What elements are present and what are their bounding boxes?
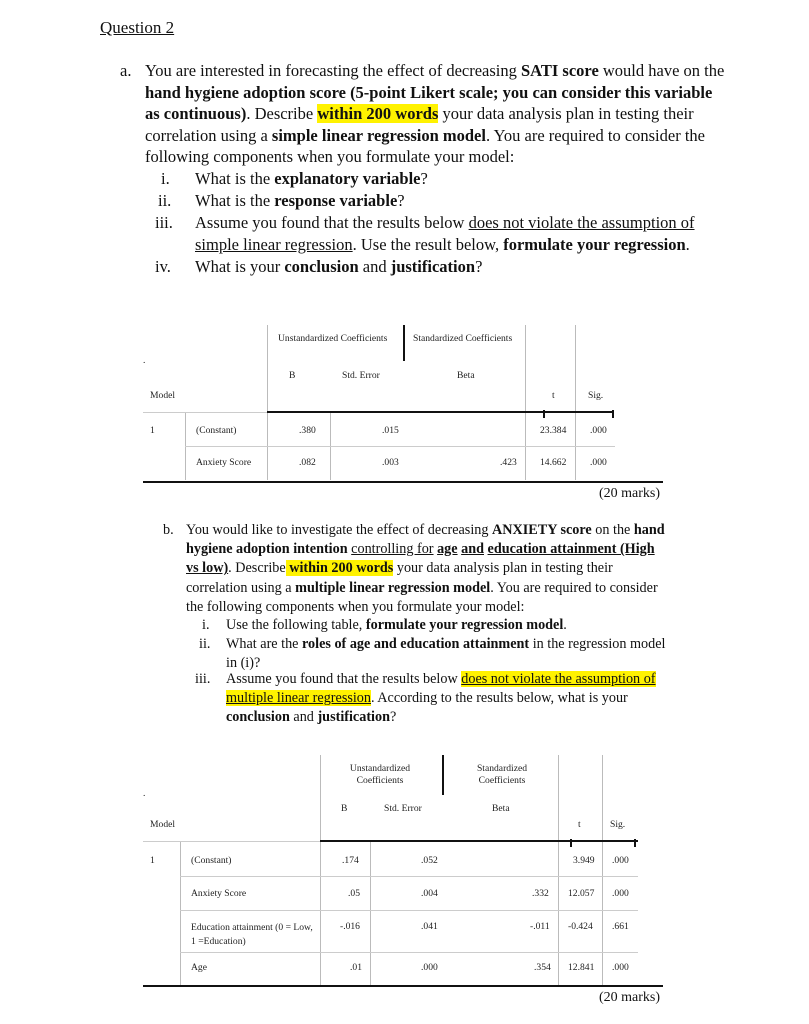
row-name: Anxiety Score: [191, 888, 247, 899]
row-b: .01: [350, 962, 362, 973]
row-sig: .000: [612, 962, 629, 973]
header-beta: Beta: [457, 370, 475, 381]
row-b: .05: [348, 888, 360, 899]
row-t: -0.424: [568, 921, 593, 932]
row-beta: -.011: [530, 921, 550, 932]
row-se: .052: [421, 855, 438, 866]
highlight-word-limit: within 200 words: [285, 560, 394, 577]
row-name: (Constant): [191, 855, 232, 866]
part-a-item-num: ii.: [158, 191, 172, 210]
part-a-intro: You are interested in forecasting the effect of decreasing SATI score would have on the hand hygiene adoption score (5-point Likert scale; you can consider this variable as continuous). Describe within 200 words your data analysis plan in testing their correlation using a simple linear regression model. You are required to consider the following components when you formulate your model:: [145, 61, 725, 167]
part-b-item-2: What are the roles of age and education attainment in the regression model in (i)?: [226, 636, 666, 672]
row-se: .041: [421, 921, 438, 932]
table-note-dot: .: [143, 788, 146, 799]
row-t: 3.949: [573, 855, 595, 866]
header-standardized: Standardized Coefficients: [413, 333, 513, 344]
row-t: 23.384: [540, 425, 567, 436]
table-bottom-rule: [143, 481, 663, 483]
col-divider: [525, 325, 526, 480]
header-b: B: [341, 803, 348, 814]
col-divider: [370, 841, 371, 985]
header-std-error: Std. Error: [342, 370, 380, 381]
header-sig: Sig.: [610, 819, 626, 830]
col-divider: [180, 841, 181, 985]
header-rule: [320, 840, 638, 842]
row-model: 1: [150, 425, 155, 436]
row-rule: [180, 910, 638, 911]
part-a-item-num: iii.: [155, 213, 173, 232]
row-rule: [185, 446, 615, 447]
row-b: .380: [299, 425, 316, 436]
part-b-item-num: ii.: [199, 636, 211, 652]
row-rule: [180, 952, 638, 953]
header-rule: [267, 411, 614, 413]
highlight-assumption: does not violate the assumption of multiple linear regression: [226, 671, 656, 707]
tick: [570, 839, 572, 847]
part-b-item-num: i.: [202, 617, 210, 633]
row-t: 12.841: [568, 962, 595, 973]
header-t: t: [578, 819, 581, 830]
header-t: t: [552, 390, 555, 401]
part-b-item-1: Use the following table, formulate your regression model.: [226, 617, 567, 633]
row-se: .003: [382, 457, 399, 468]
part-a-item-1: What is the explanatory variable?: [195, 169, 428, 188]
row-sig: .000: [590, 425, 607, 436]
highlight-word-limit: within 200 words: [317, 104, 439, 124]
table-note-dot: .: [143, 355, 146, 366]
row-b: -.016: [340, 921, 360, 932]
part-b-label: b.: [163, 522, 174, 538]
row-sig: .000: [590, 457, 607, 468]
row-b: .082: [299, 457, 316, 468]
row-name: Anxiety Score: [196, 457, 252, 468]
header-unstandardized: Unstandardized Coefficients: [278, 333, 388, 344]
row-se: .004: [421, 888, 438, 899]
header-b: B: [289, 370, 296, 381]
header-standardized: Standardized Coefficients: [476, 763, 528, 786]
tick: [634, 839, 636, 847]
row-name: (Constant): [196, 425, 237, 436]
part-a-item-num: iv.: [155, 257, 171, 276]
row-model: 1: [150, 855, 155, 866]
header-std-error: Std. Error: [384, 803, 422, 814]
part-b-item-3: Assume you found that the results below does not violate the assumption of multiple linear regression. According to the results below, what is your conclusion and justification?: [226, 671, 656, 726]
row-sig: .000: [612, 855, 629, 866]
header-divider: [403, 325, 405, 361]
header-divider: [442, 755, 444, 795]
header-unstandardized: Unstandardized Coefficients: [349, 763, 411, 786]
row-rule: [180, 876, 638, 877]
part-a-item-num: i.: [161, 169, 170, 188]
row-name: Education attainment (0 = Low, 1 =Education): [191, 922, 313, 947]
part-a-label: a.: [120, 61, 132, 80]
question-heading: Question 2: [100, 18, 175, 37]
row-sig: .000: [612, 888, 629, 899]
row-beta: .423: [500, 457, 517, 468]
part-a-item-2: What is the response variable?: [195, 191, 405, 210]
part-a-item-4: What is your conclusion and justification?: [195, 257, 483, 276]
col-divider: [267, 325, 268, 480]
row-sig: .661: [612, 921, 629, 932]
header-beta: Beta: [492, 803, 510, 814]
marks-b: (20 marks): [599, 990, 661, 1005]
tick: [543, 410, 545, 418]
marks-a: (20 marks): [599, 486, 661, 501]
header-rule: [143, 841, 320, 842]
col-divider: [558, 755, 559, 985]
header-model: Model: [150, 819, 176, 830]
header-sig: Sig.: [588, 390, 604, 401]
row-name: Age: [191, 962, 207, 973]
row-t: 12.057: [568, 888, 595, 899]
col-divider: [602, 755, 603, 985]
row-t: 14.662: [540, 457, 567, 468]
part-a-item-3: Assume you found that the results below does not violate the assumption of simple linear regression. Use the result below, formulate your regression.: [195, 213, 695, 254]
header-rule: [143, 412, 267, 413]
row-b: .174: [342, 855, 359, 866]
row-beta: .354: [534, 962, 551, 973]
row-beta: .332: [532, 888, 549, 899]
col-divider: [320, 755, 321, 985]
tick: [612, 410, 614, 418]
col-divider: [575, 325, 576, 480]
part-b-intro: You would like to investigate the effect of decreasing ANXIETY score on the hand hygiene adoption intention controlling for age and education attainment (High vs low). Describe within 200 words your data analysis plan in testing their correlation using a multiple linear regression model. You are required to consider the following components when you formulate your model:: [186, 522, 665, 615]
part-b-item-num: iii.: [195, 671, 211, 687]
table-bottom-rule: [143, 985, 663, 987]
row-se: .000: [421, 962, 438, 973]
row-se: .015: [382, 425, 399, 436]
header-model: Model: [150, 390, 176, 401]
